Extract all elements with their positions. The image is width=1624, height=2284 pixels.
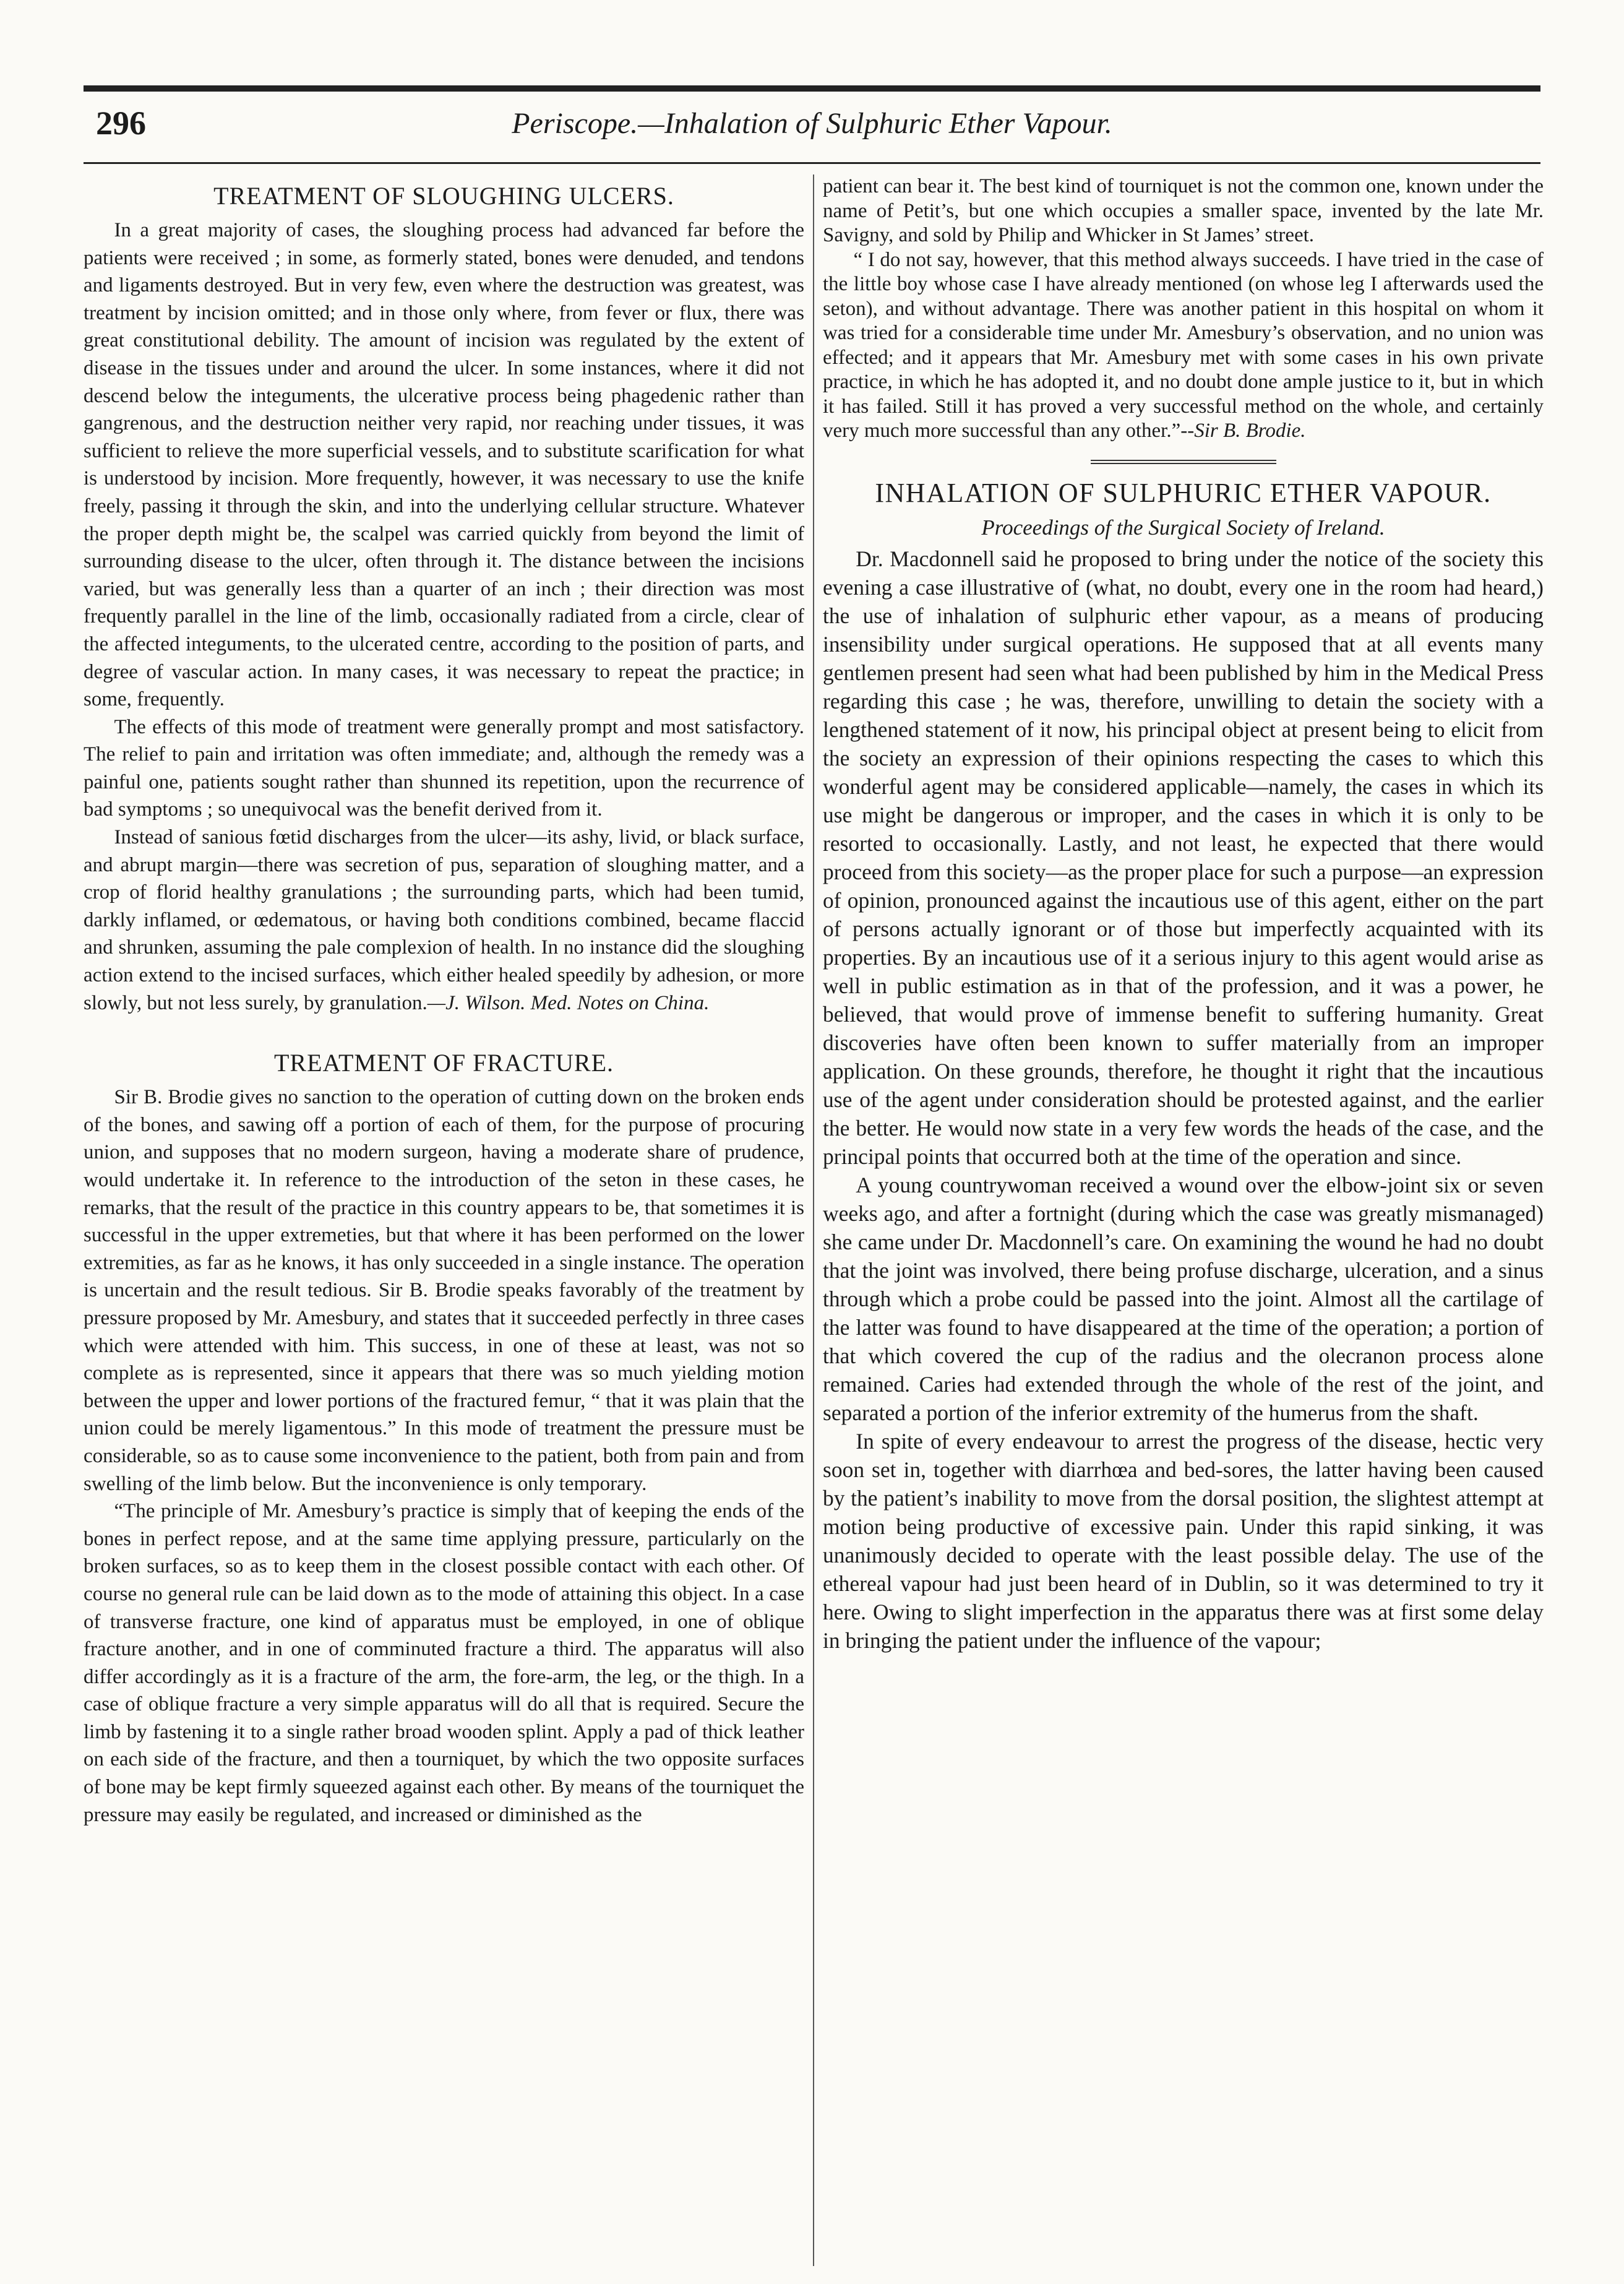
column-divider xyxy=(813,175,814,2266)
paragraph-text: “ I do not say, however, that this method always succeeds. I have tried in the case of the little boy whose case I have already mentioned (on whose leg I afterwards used the seton), and without advantage. There was another patient in this hospital on whom it was tried for a considerable time under Mr. Amesbury’s observation, and no union was effected; and it appears that Mr. Amesbury met with some cases in his own private practice, in which he has adopted it, and no doubt done ample justice to it, but in which it has failed. Still it has proved a very successful method on the whole, and certainly very much more successful than any other.” xyxy=(823,248,1544,442)
section-subtitle: Proceedings of the Surgical Society of Ireland. xyxy=(981,515,1385,540)
paragraph: The effects of this mode of treatment were generally prompt and most satisfactory. The relief to pain and irritation was often immediate; and, although the remedy was a painful one, patients sought rather than shunned its repetition, upon the recurrence of bad symptoms ; so unequivocal was the benefit derived from it. xyxy=(84,715,804,821)
citation: --Sir B. Brodie. xyxy=(1180,420,1306,442)
paragraph: patient can bear it. The best kind of tourniquet is not the common one, known under the name of Petit’s, but one which occupies a smaller space, invented by the late Mr. Savigny, and sold by Philip and Whicker in St James’ street. xyxy=(823,175,1544,246)
top-rule xyxy=(84,85,1540,92)
page-header xyxy=(84,104,1540,147)
paragraph: Sir B. Brodie gives no sanction to the operation of cutting down on the broken ends of the bones, and sawing off a portion of each of them, for the purpose of procuring union, and supposes that no modern surgeon, having a moderate share of prudence, would undertake it. In reference to the introduction of the seton in these cases, he remarks, that the result of the practice in this country appears to be, that sometimes it is successful in the upper extremeties, but that where it has been performed on the lower extremities, as far as he knows, it has only succeeded in a single instance. The operation is uncertain and the result tedious. Sir B. Brodie speaks favorably of the treatment by pressure proposed by Mr. Amesbury, and states that it succeeded perfectly in three cases which were attended with him. This success, in one of these at least, was not so complete as is represented, since it appears that there was so much yielding motion between the upper and lower portions of the fractured femur, “ that it was plain that the union could be merely ligamentous.” In this mode of treatment the pressure must be considerable, so as to cause some inconvenience to the patient, both from pain and from swelling of the limb below. But the inconvenience is only temporary. xyxy=(84,1086,804,1495)
continued-quote xyxy=(823,175,1544,444)
paragraph xyxy=(84,824,804,1017)
right-column xyxy=(823,175,1544,1655)
paragraph: Dr. Macdonnell said he proposed to bring under the notice of the society this evening a case illustrative of (what, no doubt, every one in the room had heard,) the use of inhalation of sulphuric ether vapour, as a means of producing insensibility under surgical operations. He supposed that at all events many gentlemen present had seen what had been published by him in the Medical Press regarding this case ; he was, therefore, unwilling to detain the society with a lengthened statement of it now, his principal object at present being to elicit from the society an expression of their opinions respecting the cases to which this wonderful agent may be considered applicable—namely, the cases in which its use might be dangerous or improper, and the cases in which it is only to be resorted to occasionally. Lastly, and not least, he expected that there would proceed from this society—as the proper place for such a purpose—an expression of opinion, pronounced against the incautious use of this agent, either on the part of persons actually ignorant or of those but imperfectly acquainted with its properties. By an incautious use of it a serious injury to this agent would arise as well in public estimation as in that of the profession, and it was a power, he believed, that would prove of immense benefit to suffering humanity. Great discoveries have often been known to suffer materially from an improper application. On these grounds, therefore, he thought it right that the incautious use of the agent under consideration should be protested against, and the earlier the better. He would now state in a very few words the heads of the case, and the principal points that occurred both at the time of the operation and since. xyxy=(823,546,1544,1169)
section-heading-sloughing-ulcers: TREATMENT OF SLOUGHING ULCERS. xyxy=(213,182,674,210)
paragraph: In spite of every endeavour to arrest the progress of the disease, hectic very soon set in, together with diarrhœa and bed-sores, the latter having been caused by the patient’s inability to move from the dorsal position, the slightest attempt at motion being productive of excessive pain. Under this rapid sinking, it was unanimously decided to operate with the least possible delay. The use of the ethereal vapour had just been heard of in Dublin, so it was determined to try it here. Owing to slight imperfection in the apparatus there was at first some delay in bringing the patient under the influence of the vapour; xyxy=(823,1428,1544,1653)
header-rule xyxy=(84,162,1540,164)
citation: —J. Wilson. Med. Notes on China. xyxy=(427,991,710,1014)
paragraph xyxy=(823,248,1544,444)
paragraph: A young countrywoman received a wound over the elbow-joint six or seven weeks ago, and after a fortnight (during which the case was greatly mismanaged) she came under Dr. Macdonnell’s care. On examining the wound he had no doubt that the joint was involved, there being profuse discharge, ulceration, and a sinus through which a probe could be passed into the joint. Almost all the cartilage of the latter was found to have disappeared at the time of the operation; a portion of that which covered the cup of the radius and the olecranon process alone remained. Caries had extended through the whole of the rest of the joint, and separated a portion of the inferior extremity of the humerus from the shaft. xyxy=(823,1172,1544,1425)
paragraph-text: Instead of sanious fœtid discharges from the ulcer—its ashy, livid, or black surface, and abrupt margin—there was secretion of pus, separation of sloughing matter, and a crop of florid healthy granulations ; the surrounding parts, which had been tumid, darkly inflamed, or œdematous, or having both conditions combined, became flaccid and shrunken, assuming the pale complexion of health. In no instance did the sloughing action extend to the incised surfaces, which either healed speedily by adhesion, or more slowly, but not less surely, by granulation. xyxy=(84,826,804,1014)
section-gap xyxy=(84,1017,804,1041)
paragraph: In a great majority of cases, the sloughing process had advanced far before the patients were received ; in some, as formerly stated, bones were denuded, and tendons and ligaments destroyed. But in very few, even where the destruction was greatest, was treatment by incision omitted; and in those only where, from fever or flux, there was great constitutional debility. The amount of incision was regulated by the extent of disease in the tissues under and around the ulcer. In some instances, where it did not descend below the integuments, the ulcerative process being phagedenic rather than gangrenous, and the destruction neither very rapid, nor reaching under tissues, it was sufficient to relieve the more superficial vessels, and to substitute scarification for what is understood by incision. More frequently, however, it was necessary to use the knife freely, passing it through the skin, and into the underlying cellular structure. Whatever the proper depth might be, the scalpel was carried quickly from beyond the limit of surrounding disease to the ulcer, often through it. The distance between the incisions varied, but was generally less than a quarter of an inch ; their direction was most frequently parallel in the line of the limb, occasionally radiated from a circle, clear of the affected integuments, to the ulcerated centre, according to the position of parts, and degree of vascular action. In many cases, it was necessary to repeat the practice; in some, frequently. xyxy=(84,219,804,711)
running-title: Periscope.—Inhalation of Sulphuric Ether Vapour. xyxy=(512,107,1112,140)
section-heading-fracture: TREATMENT OF FRACTURE. xyxy=(273,1049,614,1077)
section-heading-inhalation: INHALATION OF SULPHURIC ETHER VAPOUR. xyxy=(875,477,1492,508)
paragraph: “The principle of Mr. Amesbury’s practice is simply that of keeping the ends of the bones in perfect repose, and at the same time applying pressure, particularly on the broken surfaces, so as to keep them in the closest possible contact with each other. Of course no general rule can be laid down as to the mode of attaining this object. In a case of transverse fracture, one kind of apparatus must be employed, in one of oblique fracture another, and in one of comminuted fracture a third. The apparatus will also differ accordingly as it is a fracture of the arm, the fore-arm, the leg, or the thigh. In a case of oblique fracture a very simple apparatus will do all that is required. Secure the limb by fastening it to a single rather broad wooden splint. Apply a pad of thick leather on each side of the fracture, and then a tourniquet, by which the two opposite surfaces of bone may be kept firmly squeezed against each other. By means of the tourniquet the pressure may easily be regulated, and increased or diminished as the xyxy=(84,1500,804,1826)
page-number: 296 xyxy=(96,105,146,142)
left-column xyxy=(84,175,804,1829)
section-divider-rule xyxy=(1091,460,1276,464)
